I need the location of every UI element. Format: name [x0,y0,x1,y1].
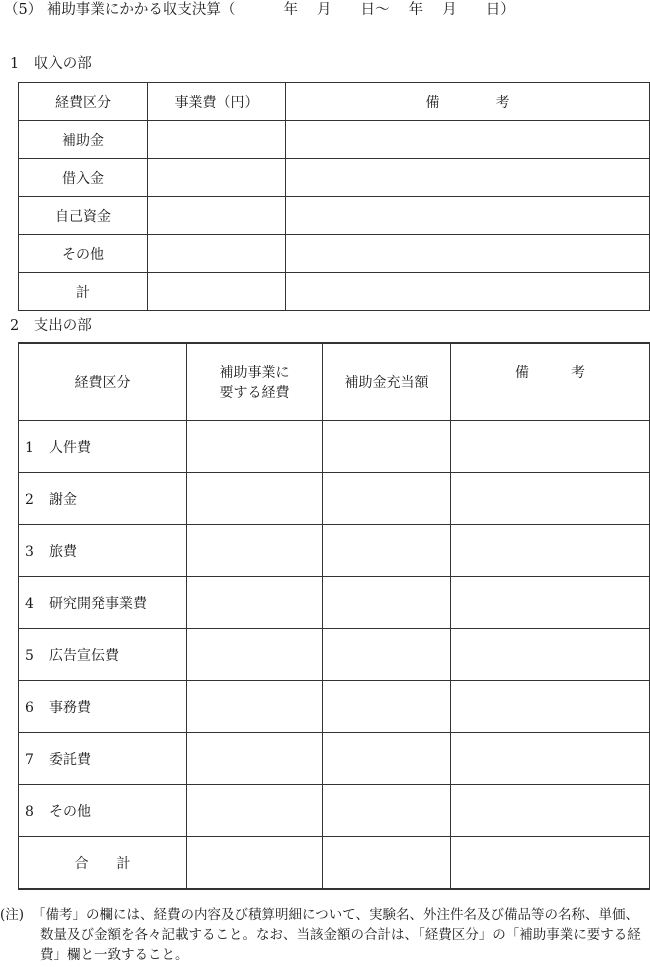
expense-row-category [19,733,187,785]
income-remarks-cell[interactable] [286,159,650,197]
expense-row-number: 5 [25,647,34,664]
expense-remarks-cell[interactable] [451,785,650,837]
expense-row-category [19,629,187,681]
income-total-amount-cell[interactable] [148,273,286,311]
expense-cost-cell[interactable] [187,577,323,629]
income-header-row [19,83,650,121]
expense-remarks-cell[interactable] [451,421,650,473]
expense-row-number: 6 [25,699,34,716]
income-remarks-cell[interactable] [286,235,650,273]
income-row-label: 自己資金 [19,197,148,235]
expense-header-cost-line1: 補助事業に [219,365,290,381]
expense-row-label: その他 [49,803,91,820]
income-amount-cell[interactable] [148,159,286,197]
expense-row [19,681,650,733]
income-total-label: 計 [19,273,148,311]
expense-cost-cell[interactable] [187,681,323,733]
expense-row-label: 人件費 [49,439,91,456]
footnote-mark: (注) [0,907,25,923]
expense-remarks-cell[interactable] [451,733,650,785]
expense-row-category [19,421,187,473]
expense-subsidy-cell[interactable] [323,525,451,577]
expense-subsidy-cell[interactable] [323,473,451,525]
expense-header-row [19,343,650,421]
expense-total-row [19,837,650,890]
income-remarks-cell[interactable] [286,121,650,159]
expense-row-number: 8 [25,803,34,820]
expense-remarks-cell[interactable] [451,577,650,629]
expense-subsidy-cell[interactable] [323,577,451,629]
expense-total-subsidy-cell[interactable] [323,837,451,890]
expense-row [19,629,650,681]
income-amount-cell[interactable] [148,121,286,159]
expense-row-number: 2 [25,491,34,508]
expense-subsidy-cell[interactable] [323,421,451,473]
expense-row [19,421,650,473]
expense-total-remarks-cell[interactable] [451,837,650,890]
expense-remarks-cell[interactable] [451,629,650,681]
expense-total-cost-cell[interactable] [187,837,323,890]
expense-cost-cell[interactable] [187,473,323,525]
expense-remarks-cell[interactable] [451,681,650,733]
expense-row [19,525,650,577]
income-section-label: 1 収入の部 [10,56,92,72]
expense-cost-cell[interactable] [187,525,323,577]
expense-row-label: 事務費 [49,699,91,716]
expense-cost-cell[interactable] [187,785,323,837]
form-heading: （5） 補助事業にかかる収支決算（ 年 月 日〜 年 月 日） [4,2,515,18]
expense-row-number: 3 [25,543,34,560]
expense-row-category [19,785,187,837]
expense-subsidy-cell[interactable] [323,785,451,837]
expense-total-label: 合 計 [19,837,187,890]
income-row-label: その他 [19,235,148,273]
expense-row-number: 4 [25,595,34,612]
income-header-category: 経費区分 [19,83,148,121]
expense-row [19,577,650,629]
expense-row-label: 旅費 [49,543,77,560]
expense-row-category [19,473,187,525]
expense-table [18,342,650,890]
income-header-cost: 事業費（円） [148,83,286,121]
income-row-label: 補助金 [19,121,148,159]
income-remarks-cell[interactable] [286,197,650,235]
income-row [19,121,650,159]
expense-header-remarks: 備 考 [451,343,650,421]
expense-cost-cell[interactable] [187,421,323,473]
income-total-remarks-cell[interactable] [286,273,650,311]
expense-header-cost [187,343,323,421]
expense-row [19,785,650,837]
expense-row-category [19,681,187,733]
expense-header-subsidy: 補助金充当額 [323,343,451,421]
expense-row-label: 委託費 [49,751,91,768]
expense-subsidy-cell[interactable] [323,681,451,733]
expense-cost-cell[interactable] [187,629,323,681]
expense-cost-cell[interactable] [187,733,323,785]
income-row [19,235,650,273]
expense-row-label: 広告宣伝費 [49,647,119,664]
expense-row-number: 7 [25,751,34,768]
income-amount-cell[interactable] [148,197,286,235]
income-row [19,197,650,235]
expense-header-category: 経費区分 [19,343,187,421]
expense-remarks-cell[interactable] [451,473,650,525]
expense-section-label: 2 支出の部 [10,318,92,334]
expense-row [19,733,650,785]
expense-row-category [19,577,187,629]
income-table [18,82,650,311]
income-header-remarks: 備 考 [286,83,650,121]
expense-row-category [19,525,187,577]
expense-subsidy-cell[interactable] [323,733,451,785]
expense-row-label: 研究開発事業費 [49,595,147,612]
income-total-row [19,273,650,311]
expense-remarks-cell[interactable] [451,525,650,577]
footnote-text: 「備考」の欄には、経費の内容及び積算明細について、実験名、外注件名及び備品等の名称、単価、数量及び金額を各々記載すること。なお、当該金額の合計は、「経費区分」の「補助事業に要する経費」欄と一致すること。 [32,907,641,963]
expense-subsidy-cell[interactable] [323,629,451,681]
expense-header-cost-line2: 要する経費 [219,385,290,401]
expense-row [19,473,650,525]
expense-row-number: 1 [25,439,34,456]
income-amount-cell[interactable] [148,235,286,273]
income-row [19,159,650,197]
expense-row-label: 謝金 [49,491,77,508]
income-row-label: 借入金 [19,159,148,197]
